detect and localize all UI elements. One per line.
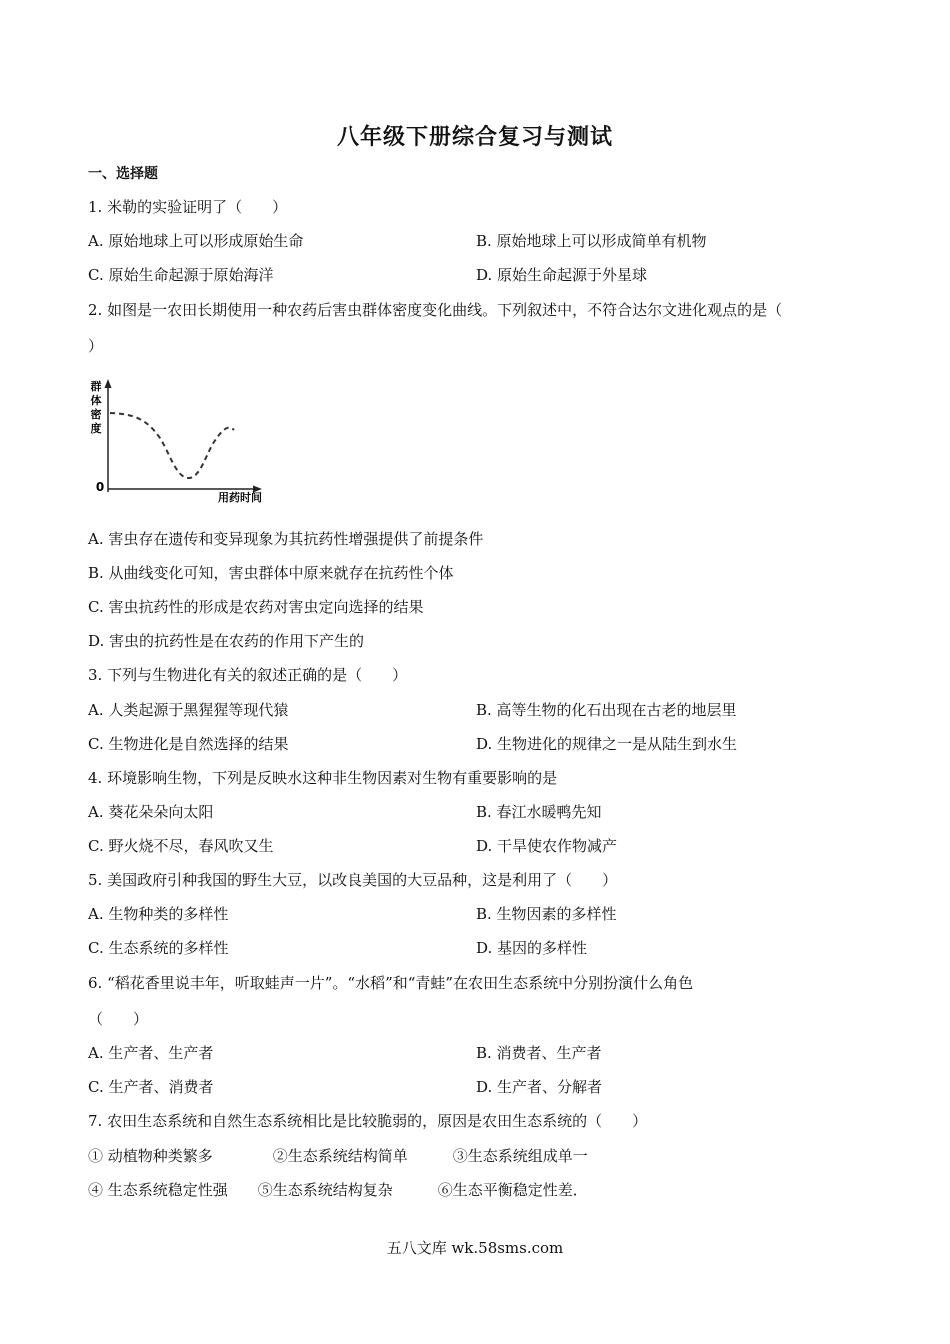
question-7-choices-row-2: ④ 生态系统稳定性强 ⑤生态系统结构复杂 ⑥生态平衡稳定性差． xyxy=(88,1181,588,1199)
question-3-option-a: A. 人类起源于黑猩猩等现代猿 xyxy=(88,701,289,719)
question-1-stem: 1. 米勒的实验证明了（ ） xyxy=(88,198,288,216)
question-7-stem: 7. 农田生态系统和自然生态系统相比是比较脆弱的，原因是农田生态系统的（ ） xyxy=(88,1112,648,1130)
question-1-option-c: C. 原始生命起源于原始海洋 xyxy=(88,266,274,284)
question-6-option-d: D. 生产者、分解者 xyxy=(476,1078,603,1096)
section-heading: 一、选择题 xyxy=(88,166,158,182)
question-3-option-c: C. 生物进化是自然选择的结果 xyxy=(88,735,289,753)
question-2-option-a: A. 害虫存在遗传和变异现象为其抗药性增强提供了前提条件 xyxy=(88,530,484,548)
x-axis-label: 用药时间 xyxy=(218,491,262,504)
y-axis-arrow xyxy=(105,379,112,388)
y-axis-label-4: 度 xyxy=(90,422,102,435)
question-1-option-a: A. 原始地球上可以形成原始生命 xyxy=(88,232,304,250)
question-4-stem: 4. 环境影响生物，下列是反映水这种非生物因素对生物有重要影响的是 xyxy=(88,769,558,787)
question-3-option-d: D. 生物进化的规律之一是从陆生到水生 xyxy=(476,735,738,753)
question-5-option-d: D. 基因的多样性 xyxy=(476,939,588,957)
question-4-option-a: A. 葵花朵朵向太阳 xyxy=(88,803,214,821)
question-6-option-c: C. 生产者、消费者 xyxy=(88,1078,214,1096)
question-2-option-c: C. 害虫抗药性的形成是农药对害虫定向选择的结果 xyxy=(88,598,424,616)
question-3-option-b: B. 高等生物的化石出现在古老的地层里 xyxy=(476,701,737,719)
y-axis-label-3: 密 xyxy=(90,408,102,421)
footer-watermark: 五八文库 wk.58sms.com xyxy=(386,1239,564,1257)
question-4-option-b: B. 春江水暖鸭先知 xyxy=(476,803,602,821)
question-4-option-c: C. 野火烧不尽，春风吹又生 xyxy=(88,837,274,855)
question-6-stem: 6. “稻花香里说丰年，听取蛙声一片”。“水稻”和“青蛙”在农田生态系统中分别扮演什么角色 xyxy=(88,974,694,992)
y-axis-label-2: 体 xyxy=(90,394,102,407)
question-4-option-d: D. 干旱使农作物减产 xyxy=(476,837,618,855)
question-5-stem: 5. 美国政府引种我国的野生大豆，以改良美国的大豆品种，这是利用了（ ） xyxy=(88,871,618,889)
question-6-stem-continued: （ ） xyxy=(88,1010,149,1028)
question-1-option-d: D. 原始生命起源于外星球 xyxy=(476,266,648,284)
question-2-option-d: D. 害虫的抗药性是在农药的作用下产生的 xyxy=(88,632,365,650)
question-2-stem: 2. 如图是一农田长期使用一种农药后害虫群体密度变化曲线。下列叙述中，不符合达尔文进化观点的是（ xyxy=(88,301,783,319)
question-2-stem-continued: ） xyxy=(88,337,104,355)
question-6-option-b: B. 消费者、生产者 xyxy=(476,1044,602,1062)
origin-label: 0 xyxy=(95,480,105,494)
page-title: 八年级下册综合复习与测试 xyxy=(336,125,613,150)
question-5-option-c: C. 生态系统的多样性 xyxy=(88,939,229,957)
question-5-option-b: B. 生物因素的多样性 xyxy=(476,905,617,923)
question-3-stem: 3. 下列与生物进化有关的叙述正确的是（ ） xyxy=(88,666,408,684)
question-5-option-a: A. 生物种类的多样性 xyxy=(88,905,229,923)
question-2-option-b: B. 从曲线变化可知，害虫群体中原来就存在抗药性个体 xyxy=(88,564,454,582)
question-7-choices-row-1: ① 动植物种类繁多 ②生态系统结构简单 ③生态系统组成单一 xyxy=(88,1147,588,1165)
density-curve xyxy=(110,413,234,478)
question-1-option-b: B. 原始地球上可以形成简单有机物 xyxy=(476,232,707,250)
pest-density-figure xyxy=(88,376,273,506)
question-6-option-a: A. 生产者、生产者 xyxy=(88,1044,214,1062)
y-axis-label-1: 群 xyxy=(90,380,102,393)
